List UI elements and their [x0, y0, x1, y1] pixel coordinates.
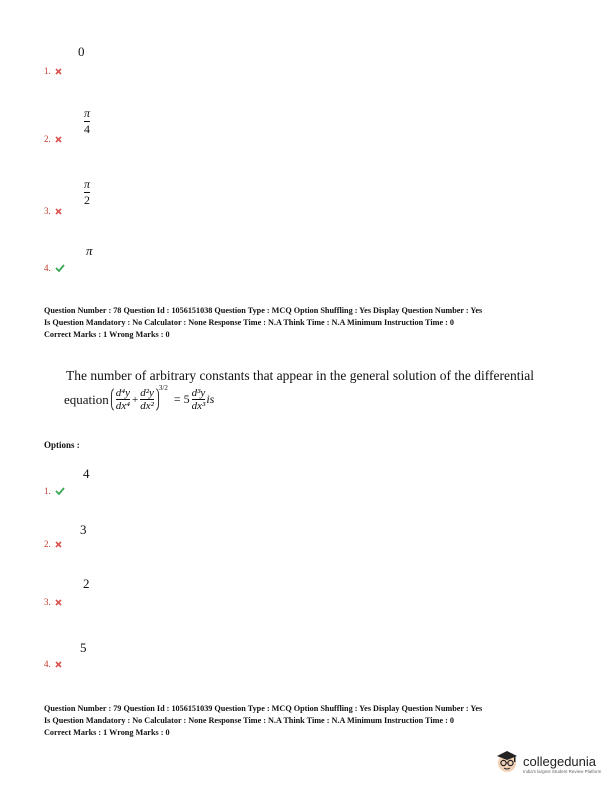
option-number: 3. — [44, 597, 51, 607]
option-number: 2. — [44, 134, 51, 144]
meta-line: Question Number : 79 Question Id : 1056151039 Question Type : MCQ Option Shuffling : Yes Display Question Number : Yes — [44, 704, 483, 713]
meta-line: Is Question Mandatory : No Calculator : None Response Time : N.A Think Time : N.A Minimum Instruction Time : 0 — [44, 318, 455, 327]
check-icon — [55, 487, 65, 497]
cross-icon — [55, 67, 62, 77]
logo-tagline: India's largest Student Review Platform — [523, 768, 602, 774]
logo-name: collegedunia — [523, 753, 597, 769]
option-number: 1. — [44, 486, 51, 496]
logo-wordmark — [523, 754, 601, 774]
q78-option-3-number — [44, 597, 62, 608]
term-d2y-dx2 — [140, 387, 154, 412]
term-denominator: dx³ — [191, 400, 206, 412]
term-d4y-dx4 — [116, 387, 130, 412]
prev-option-1-number — [44, 66, 62, 77]
cross-icon — [55, 207, 62, 217]
term-d3y-dx3 — [192, 387, 206, 412]
option-number: 2. — [44, 539, 51, 549]
prev-option-2-value — [84, 107, 90, 136]
meta-line: Is Question Mandatory : No Calculator : None Response Time : N.A Think Time : N.A Minimum Instruction Time : 0 — [44, 716, 455, 725]
option-number: 4. — [44, 659, 51, 669]
fraction-numerator: π — [84, 106, 91, 120]
term-denominator: dx⁴ — [115, 400, 130, 412]
option-number: 4. — [44, 263, 51, 273]
question-78-metadata — [44, 305, 574, 341]
equals-five: = 5 — [173, 392, 190, 406]
option-number: 1. — [44, 66, 51, 76]
fraction-numerator: π — [84, 177, 91, 191]
fraction-denominator: 2 — [84, 193, 90, 207]
prev-option-3-value — [84, 178, 90, 207]
q78-option-4-value: 5 — [80, 640, 87, 655]
q78-option-2-number — [44, 539, 62, 550]
meta-line: Question Number : 78 Question Id : 1056151038 Question Type : MCQ Option Shuffling : Yes Display Question Number : Yes — [44, 306, 483, 315]
equation-word: equation — [64, 391, 109, 407]
collegedunia-logo — [494, 748, 601, 779]
graduate-mascot-icon — [494, 748, 520, 779]
q78-option-3-value: 2 — [83, 576, 90, 591]
option-number: 3. — [44, 206, 51, 216]
cross-icon — [55, 135, 62, 145]
prev-option-4-number — [44, 263, 65, 274]
cross-icon — [55, 660, 62, 670]
q78-option-4-number — [44, 659, 62, 670]
options-label: Options : — [44, 440, 80, 450]
fraction-denominator: 4 — [84, 122, 90, 136]
meta-line: Correct Marks : 1 Wrong Marks : 0 — [44, 728, 170, 737]
question-78-equation — [64, 386, 214, 413]
meta-line: Correct Marks : 1 Wrong Marks : 0 — [44, 330, 170, 339]
prev-option-2-number — [44, 134, 62, 145]
check-icon — [55, 264, 65, 274]
cross-icon — [55, 598, 62, 608]
q78-option-1-number — [44, 486, 65, 497]
exponent: 3/2 — [158, 384, 168, 392]
equation-parentheses — [111, 386, 159, 413]
equation-tail: is — [206, 392, 215, 406]
term-numerator: d²y — [140, 387, 154, 399]
question-79-metadata — [44, 703, 574, 739]
question-78-text: The number of arbitrary constants that appear in the general solution of the differential — [66, 368, 534, 383]
prev-option-3-number — [44, 206, 62, 217]
q78-option-1-value: 4 — [83, 466, 90, 481]
term-numerator: d³y — [191, 387, 206, 399]
q78-option-2-value: 3 — [80, 522, 87, 537]
term-numerator: d⁴y — [115, 387, 130, 399]
term-denominator: dx² — [140, 400, 154, 412]
prev-option-1-value: 0 — [78, 44, 85, 59]
plus-sign: + — [131, 393, 139, 406]
cross-icon — [55, 540, 62, 550]
prev-option-4-value: π — [86, 243, 93, 258]
